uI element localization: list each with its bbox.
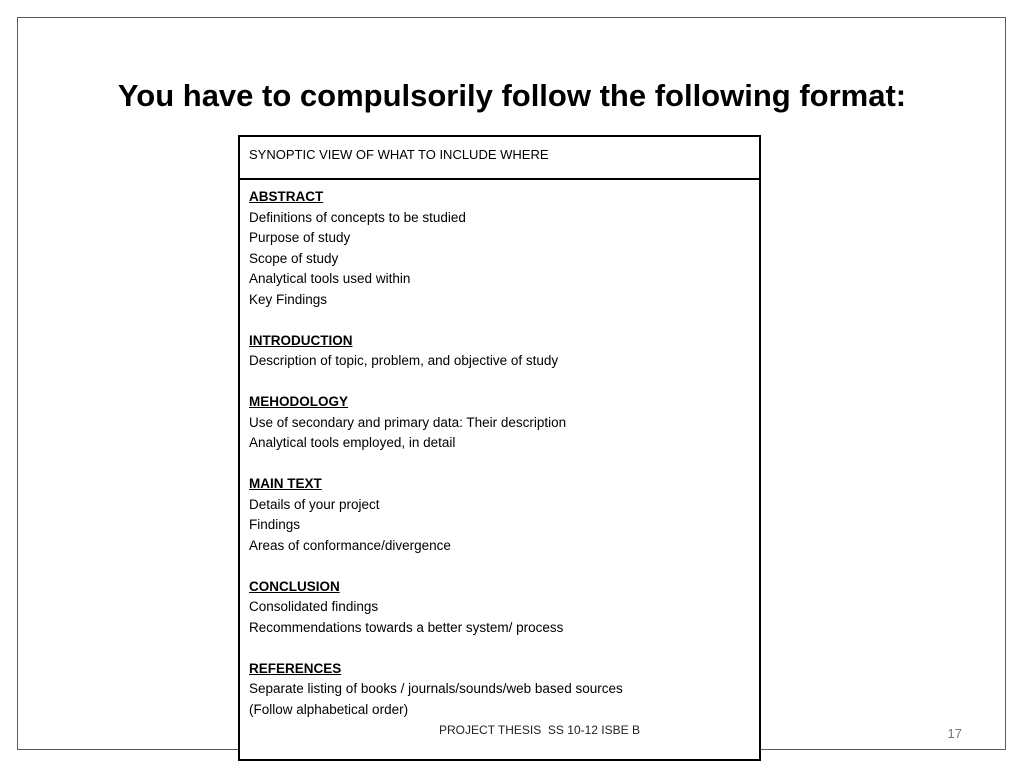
section-introduction [249,331,759,372]
section-references [249,659,759,721]
section-line: Scope of study [249,250,339,266]
section-abstract [249,187,759,310]
section-line: Purpose of study [249,230,351,245]
section-main-text [249,474,759,556]
section-line: Areas of conformance/divergence [249,537,451,553]
section-line: Details of your project [249,496,380,512]
section-heading: ABSTRACT [249,189,324,204]
section-line: Separate listing of books / journals/sounds/web based sources [249,681,623,696]
section-line: Consolidated findings [249,599,379,614]
slide-number: 17 [947,726,962,741]
section-conclusion [249,577,759,639]
section-line: Analytical tools employed, in detail [249,435,456,450]
section-line: Key Findings [249,291,328,307]
format-table [238,135,761,761]
section-line: Findings [249,517,301,532]
section-line: Description of topic, problem, and objective of study [249,353,559,368]
section-heading: REFERENCES [249,660,342,676]
section-line: (Follow alphabetical order) [249,701,409,717]
section-heading: CONCLUSION [249,578,340,594]
section-heading: MAIN TEXT [249,476,322,491]
section-line: Analytical tools used within [249,271,411,286]
table-header: SYNOPTIC VIEW OF WHAT TO INCLUDE WHERE [240,137,759,180]
slide-title: You have to compulsorily follow the following format: [117,78,907,113]
section-line: Use of secondary and primary data: Their description [249,414,567,430]
section-methodology [249,392,759,454]
section-heading: INTRODUCTION [249,332,353,348]
section-line: Definitions of concepts to be studied [249,209,466,225]
slide-footer: PROJECT THESIS SS 10-12 ISBE B [439,723,640,737]
table-body [240,180,759,720]
section-heading: MEHODOLOGY [249,394,349,409]
section-line: Recommendations towards a better system/ process [249,619,564,635]
